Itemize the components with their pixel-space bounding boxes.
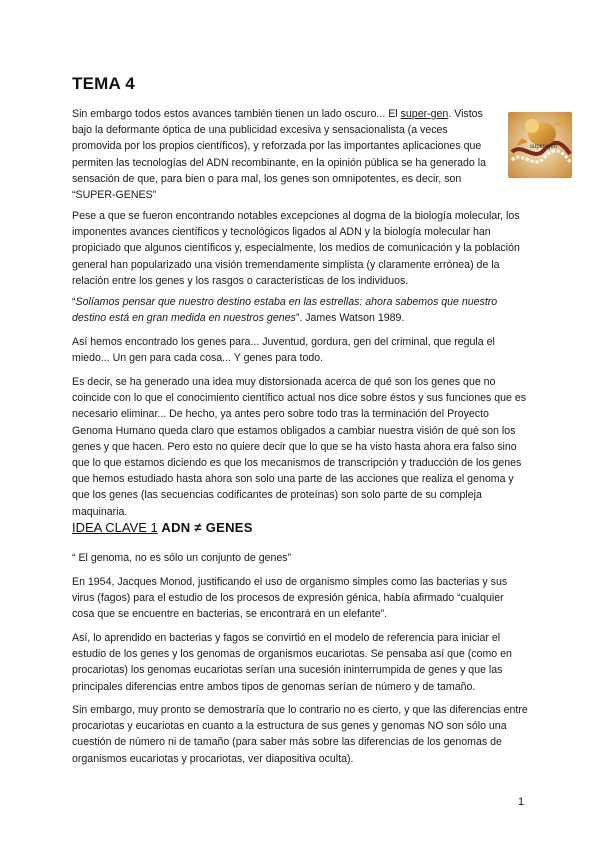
paragraph-monod: En 1954, Jacques Monod, justificando el uso de organismo simples como las bacterias y sus virus (fagos) para el estudio de los procesos de expresión génica, había afirmado “cualquier cosa que se encuentre en bacterias, se encontrará en un elefante”.: [72, 576, 508, 621]
quote-open: “: [72, 296, 76, 308]
intro-text-start: Sin embargo todos estos avances también tienen un lado oscuro... El: [72, 108, 401, 120]
idea-clave-title: ADN ≠ GENES: [161, 520, 253, 535]
page-number: 1: [518, 796, 525, 808]
idea-clave-label: IDEA CLAVE 1: [72, 520, 158, 535]
paragraph-genes-para: Así hemos encontrado los genes para... Juventud, gordura, gen del criminal, que regula el miedo... Un gen para cada cosa... Y genes para todo.: [72, 336, 495, 365]
paragraph-diferencias: Sin embargo, muy pronto se demostraría que lo contrario no es cierto, y que las diferencias entre procariotas y eucariotas en cuanto a la estructura de sus genes y genomas NO son sólo una cuestión de número ni de tamaño (para saber más sobre las diferencias de los genomas de organismos eucariotas y procariotas, ver diapositiva oculta).: [72, 704, 528, 765]
super-gen-link[interactable]: super-gen: [400, 108, 449, 120]
super-gen-image: [508, 112, 572, 178]
intro-text-end: . Vistos bajo la deformante óptica de una publicidad excesiva y sensacionalista (a veces promovida por los propios científicos), y reforzada por las importantes aplicaciones que permiten las tecnologías del ADN recombinante, en la opinión pública se ha generado la sensación de que, para bien o para mal, los genes son omnipotentes, es decir, son “SUPER-GENES”: [72, 108, 487, 202]
paragraph-intro: [72, 106, 500, 203]
paragraph-watson-quote: [72, 294, 528, 326]
super-gen-thumbnail[interactable]: [508, 112, 572, 178]
page-title: TEMA 4: [72, 74, 135, 93]
idea-clave-heading: [72, 520, 253, 536]
quote-italic: Solíamos pensar que nuestro destino estaba en las estrellas: ahora sabemos que nuestro destino está en gran medida en nuestros genes: [72, 296, 498, 325]
paragraph-genoma-quote: “ El genoma, no es sólo un conjunto de genes”: [72, 552, 292, 564]
paragraph-modelo: Así, lo aprendido en bacterias y fagos se convirtió en el modelo de referencia para iniciar el estudio de los genes y los genomas de organismos eucariotas. Se pensaba así que (como en procariotas) los genomas eucariotas serían una sucesión ininterrumpida de genes y que las principales diferencias entre ambos tipos de genomas serían de número y de tamaño.: [72, 632, 512, 693]
quote-attribution: ”. James Watson 1989.: [295, 312, 405, 325]
thumbnail-caption: super-gen: [530, 144, 558, 150]
paragraph-distorsion: Es decir, se ha generado una idea muy distorsionada acerca de qué son los genes que no coincide con lo que el conocimiento científico actual nos dice sobre éstos y sus funciones que es necesario eliminar... De hecho, ya antes pero sobre todo tras la terminación del Proyecto Genoma Humano queda claro que estamos obligados a cambiar nuestra visión de qué son los genes y que hacen. Pero esto no quiere decir que lo que se ha visto hasta ahora era falso sino que lo que estamos diciendo es que los mecanismos de transcripción y traducción de los genes que hemos estudiado hasta ahora son solo una parte de las acciones que realiza el genoma y que los genes (las secuencias codificantes de proteínas) son solo parte de su compleja maquinaria.: [72, 376, 527, 518]
paragraph-dogma: Pese a que se fueron encontrando notables excepciones al dogma de la biología molecular, los imponentes avances científicos y tecnológicos ligados al ADN y la biología molecular han propiciado que algunos científicos y, especialmente, los medios de comunicación y la población general han popularizado una visión tremendamente simplista (y claramente errónea) de la relación entre los genes y los rasgos o características de los individuos.: [72, 210, 520, 287]
